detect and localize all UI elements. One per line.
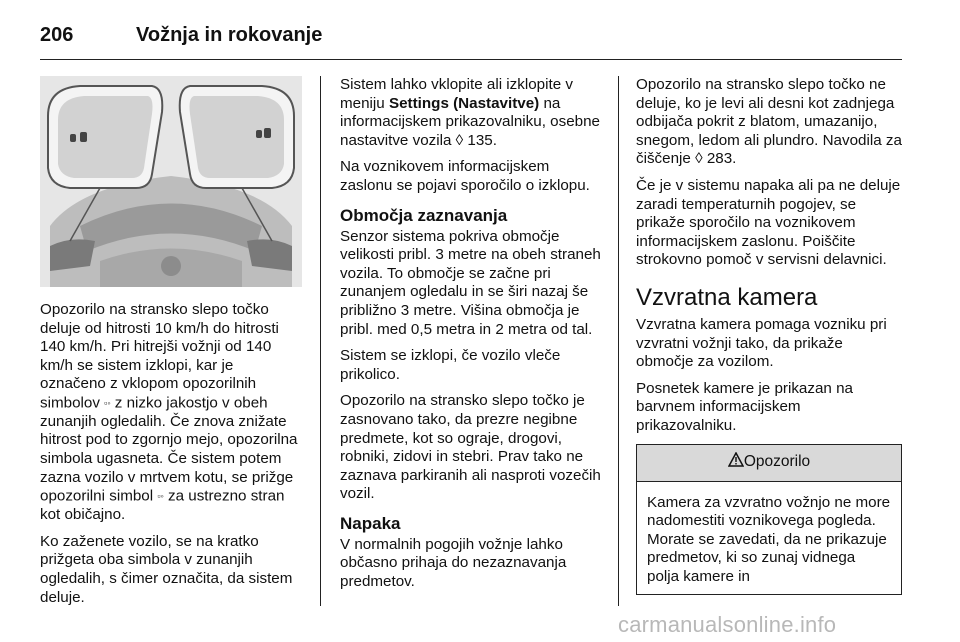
column-3 (636, 76, 902, 595)
paragraph: Senzor sistema pokriva območje velikosti pribl. 3 metre na obeh straneh vozila. To območje se začne pri zunanjem ogledalu in se širi nazaj še približno 3 metre. Višina območja je pribl. med 0,5 metra in 2 metra od tal. (340, 227, 601, 338)
column-2 (340, 76, 602, 600)
paragraph: V normalnih pogojih vožnje lahko občasno prihaja do nezaznavanja predmetov. (340, 535, 567, 591)
warning-header (637, 445, 901, 482)
paragraph: Posnetek kamere je prikazan na barvnem informacijskem prikazovalniku. (636, 379, 853, 434)
section-heading: Območja zaznavanja (340, 205, 508, 225)
page-title: Vožnja in rokovanje (136, 23, 323, 46)
paragraph: Ko zaženete vozilo, se na kratko prižgeta oba simbola v zunanjih ogledalih, s čimer označita, da sistem deluje. (40, 532, 293, 606)
paragraph: Sistem lahko vklopite ali izklopite v meniju Settings (Nastavitve) na informacijskem prikazovalniku, osebne nastavitve vozila ◊ 135. (340, 76, 600, 149)
column-divider-2 (618, 76, 619, 606)
section-heading: Napaka (340, 513, 401, 533)
column-1 (40, 76, 302, 615)
menu-reference: Settings (Nastavitve) (388, 94, 540, 112)
paragraph: Opozorilo na stransko slepo točko ne deluje, ko je levi ali desni kot zadnjega odbijača pokrit z blatom, umazanijo, snegom, ledom ali plundro. Navodila za čiščenje ◊ 283. (636, 76, 902, 168)
warning-box (636, 444, 902, 595)
column-divider-1 (320, 76, 321, 606)
paragraph: Na voznikovem informacijskem zaslonu se pojavi sporočilo o izklopu. (340, 158, 590, 194)
chapter-heading: Vzvratna kamera (636, 283, 818, 311)
header-divider (40, 59, 902, 60)
paragraph: Vzvratna kamera pomaga vozniku pri vzvratni vožnji tako, da prikaže območje za vozilom. (636, 315, 887, 371)
warning-text: Kamera za vzvratno vožnjo ne more nadomestiti voznikovega pogleda. Morate se zavedati, da ne prikazuje predmetov, ki so zunaj vidnega polja kamere in (647, 493, 891, 585)
page-number: 206 (40, 23, 74, 46)
paragraph: Opozorilo na stransko slepo točko je zasnovano tako, da prezre negibne predmete, kot so ograje, drogovi, robniki, zidovi in stebri. Prav tako ne zaznava parkiranih ali nasproti vozečih vozil. (340, 392, 601, 503)
paragraph: Sistem se izklopi, če vozilo vleče prikolico. (340, 347, 561, 383)
side-mirror-illustration (40, 76, 302, 287)
warning-triangle-icon (728, 452, 744, 473)
warning-title: Opozorilo (743, 453, 811, 471)
watermark: carmanualsonline.info (618, 612, 837, 637)
paragraph: Opozorilo na stransko slepo točko deluje od hitrosti 10 km/h do hitrosti 140 km/h. Pri hitrejši vožnji od 140 km/h se sistem izklopi, kar je označeno z vklopom opozorilnih simbolov ▫◦ z nizko jakostjo v obeh zunanjih ogledalih. Če znova znižate hitrost pod to zgornjo mejo, opozorilna simbola ugasneta. Če sistem potem zazna vozilo v mrtvem kotu, se prižge opozorilni simbol ▫◦ za ustrezno stran kot običajno. (40, 301, 298, 524)
page-header (40, 18, 900, 52)
paragraph: Če je v sistemu napaka ali pa ne deluje zaradi temperaturnih pogojev, se prikaže sporočilo na voznikovem informacijskem zaslonu. Poiščite strokovno pomoč v servisni delavnici. (636, 176, 901, 269)
